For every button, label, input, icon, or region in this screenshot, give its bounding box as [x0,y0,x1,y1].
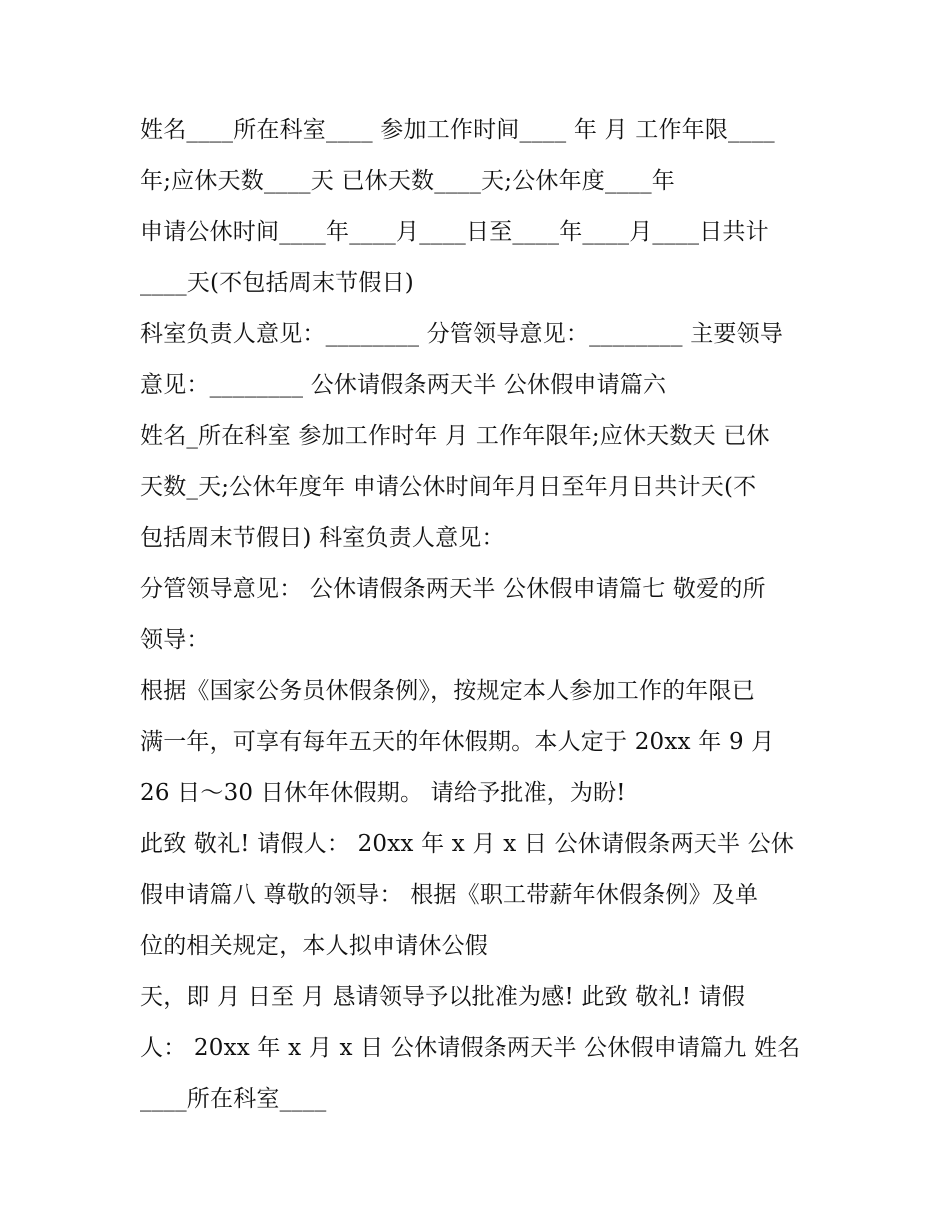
text-line: 年;应休天数____天 已休天数____天;公休年度____年 [140,168,676,194]
text-line: 意见：________ 公休请假条两天半 公休假申请篇六 [140,372,667,398]
text-line: 位的相关规定，本人拟申请休公假 [140,933,488,959]
text-line: 假申请篇八 尊敬的领导： 根据《职工带薪年休假条例》及单 [140,882,759,908]
text-line: 姓名____所在科室____ 参加工作时间____ 年 月 工作年限____ [140,117,775,143]
text-line: ____所在科室____ [140,1086,327,1112]
text-line: 此致 敬礼! 请假人： 20xx 年 x 月 x 日 公休请假条两天半 公休 [140,831,795,857]
text-line: 分管领导意见： 公休请假条两天半 公休假申请篇七 敬爱的所 [140,576,766,602]
text-line: 人： 20xx 年 x 月 x 日 公休请假条两天半 公休假申请篇九 姓名 [140,1035,801,1061]
text-line: 科室负责人意见：________ 分管领导意见：________ 主要领导 [140,321,784,347]
text-line: 满一年，可享有每年五天的年休假期。本人定于 20xx 年 9 月 [140,729,775,755]
text-line: 申请公休时间____年____月____日至____年____月____日共计 [140,219,769,245]
text-line: 包括周末节假日) 科室负责人意见： [140,525,505,551]
document-body [140,105,820,1125]
text-line: 领导： [140,627,210,653]
text-line: 天，即 月 日至 月 恳请领导予以批准为感! 此致 敬礼! 请假 [140,984,746,1010]
text-line: 天数_天;公休年度年 申请公休时间年月日至年月日共计天(不 [140,474,757,500]
text-line: 姓名_所在科室 参加工作时年 月 工作年限年;应休天数天 已休 [140,423,770,449]
text-line: 根据《国家公务员休假条例》，按规定本人参加工作的年限已 [140,678,755,704]
text-line: 26 日～30 日休年休假期。 请给予批准，为盼! [140,780,626,806]
text-line: ____天(不包括周末节假日) [140,270,414,296]
